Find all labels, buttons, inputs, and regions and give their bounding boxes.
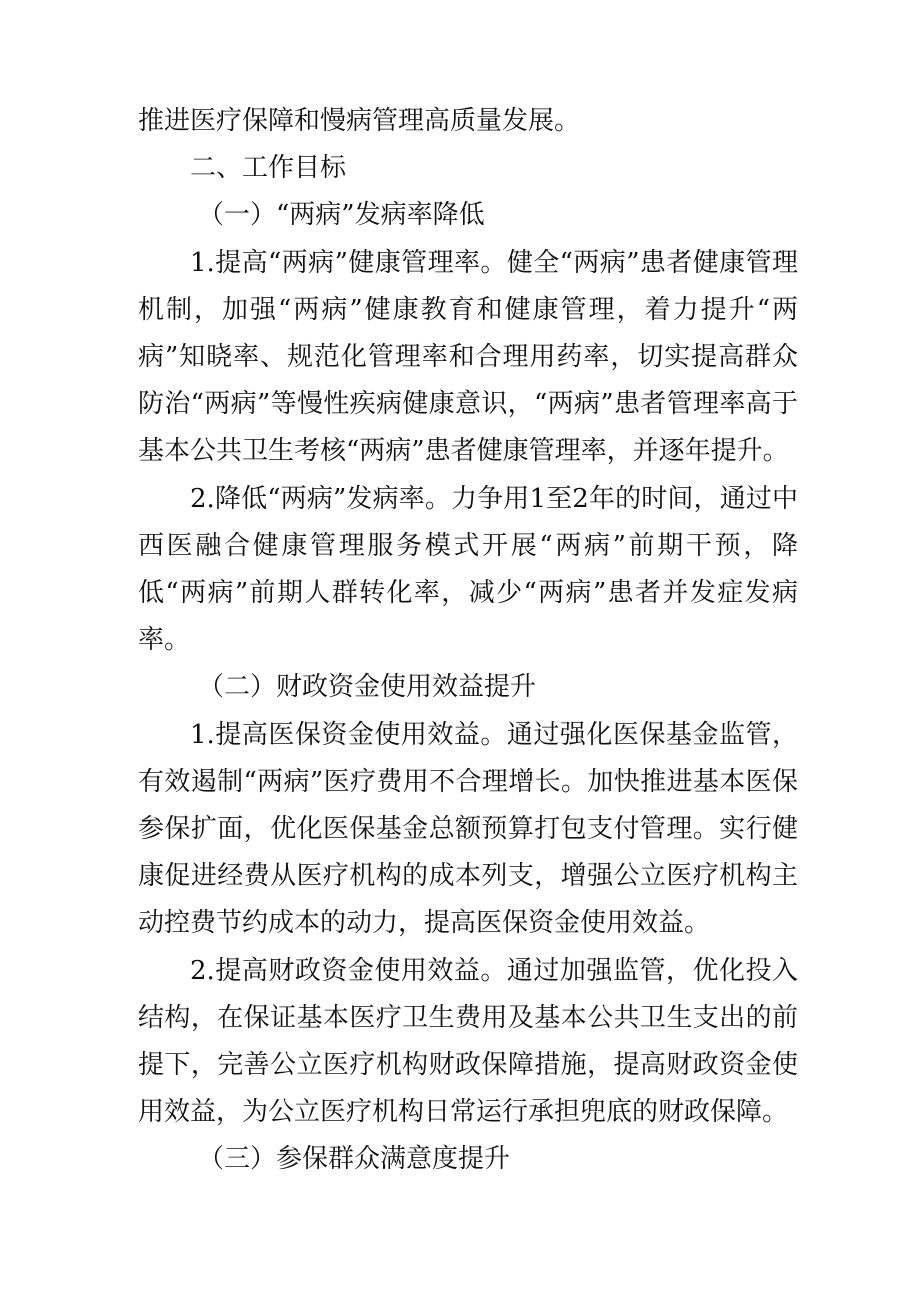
subsection-heading-1: （一）“两病”发病率降低: [198, 200, 485, 231]
subsection-heading-2: （二）财政资金使用效益提升: [198, 672, 537, 703]
paragraph-item-2-2: 2.提高财政资金使用效益。通过加强监管，优化投入结构，在保证基本医疗卫生费用及基本公共卫生支出的前提下，完善公立医疗机构财政保障措施，提高财政资金使用效益，为公立医疗机构日常运行承担兜底的财政保障。: [138, 955, 798, 1128]
paragraph-continuation: 推进医疗保障和慢病管理高质量发展。: [138, 106, 581, 136]
document-body: [138, 98, 798, 1184]
section-heading-work-goals: 二、工作目标: [190, 153, 347, 184]
subsection-heading-3: （三）参保群众满意度提升: [198, 1144, 511, 1175]
paragraph-item-1-2: 2.降低“两病”发病率。力争用1至2年的时间，通过中西医融合健康管理服务模式开展“两病”前期干预，降低“两病”前期人群转化率，减少“两病”患者并发症发病率。: [138, 483, 798, 656]
paragraph-item-2-1: 1.提高医保资金使用效益。通过强化医保基金监管，有效遏制“两病”医疗费用不合理增长。加快推进基本医保参保扩面，优化医保基金总额预算打包支付管理。实行健康促进经费从医疗机构的成本列支，增强公立医疗机构主动控费节约成本的动力，提高医保资金使用效益。: [138, 719, 798, 939]
paragraph-item-1-1: 1.提高“两病”健康管理率。健全“两病”患者健康管理机制，加强“两病”健康教育和健康管理，着力提升“两病”知晓率、规范化管理率和合理用药率，切实提高群众防治“两病”等慢性疾病健康意识，“两病”患者管理率高于基本公共卫生考核“两病”患者健康管理率，并逐年提升。: [138, 247, 798, 467]
